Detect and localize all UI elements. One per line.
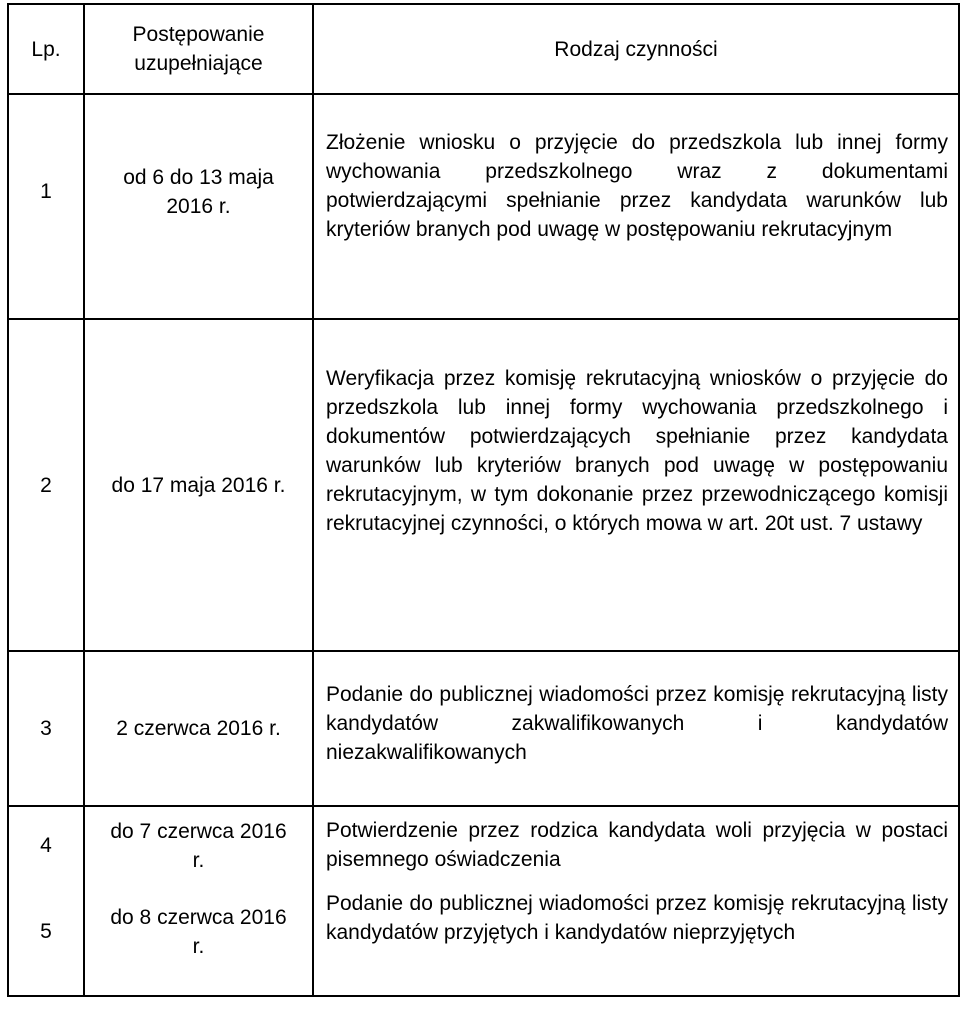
row-number: 2 — [8, 319, 84, 651]
header-procedure: Postępowanie uzupełniające — [84, 4, 313, 94]
recruitment-schedule-table — [7, 3, 960, 997]
row-date: do 8 czerwca 2016 r. — [84, 889, 313, 996]
row-action: Podanie do publicznej wiadomości przez komisję rekrutacyjną listy kandydatów przyjętych i kandydatów nieprzyjętych — [313, 889, 959, 996]
row-date: 2 czerwca 2016 r. — [84, 651, 313, 806]
row-number: 1 — [8, 94, 84, 319]
table-row — [8, 319, 959, 651]
row-action: Złożenie wniosku o przyjęcie do przedszkola lub innej formy wychowania przedszkolnego wraz z dokumentami potwierdzającymi spełnianie przez kandydata warunków lub kryteriów branych pod uwagę w postępowaniu rekrutacyjnym — [313, 94, 959, 319]
row-number: 5 — [8, 889, 84, 996]
table-row — [8, 651, 959, 806]
row-date: do 17 maja 2016 r. — [84, 319, 313, 651]
table-header-row — [8, 4, 959, 94]
row-number: 3 — [8, 651, 84, 806]
row-date: do 7 czerwca 2016 r. — [84, 806, 313, 889]
table-row — [8, 94, 959, 319]
row-action: Weryfikacja przez komisję rekrutacyjną wniosków o przyjęcie do przedszkola lub innej formy wychowania przedszkolnego i dokumentów potwierdzających spełnianie przez kandydata warunków lub kryteriów branych pod uwagę w postępowaniu rekrutacyjnym, w tym dokonanie przez przewodniczącego komisji rekrutacyjnej czynności, o których mowa w art. 20t ust. 7 ustawy — [313, 319, 959, 651]
table-row — [8, 806, 959, 889]
row-action: Potwierdzenie przez rodzica kandydata woli przyjęcia w postaci pisemnego oświadczenia — [313, 806, 959, 889]
header-action: Rodzaj czynności — [313, 4, 959, 94]
header-lp: Lp. — [8, 4, 84, 94]
row-number: 4 — [8, 806, 84, 889]
row-action: Podanie do publicznej wiadomości przez komisję rekrutacyjną listy kandydatów zakwalifikowanych i kandydatów niezakwalifikowanych — [313, 651, 959, 806]
table-row — [8, 889, 959, 996]
row-date: od 6 do 13 maja 2016 r. — [84, 94, 313, 319]
